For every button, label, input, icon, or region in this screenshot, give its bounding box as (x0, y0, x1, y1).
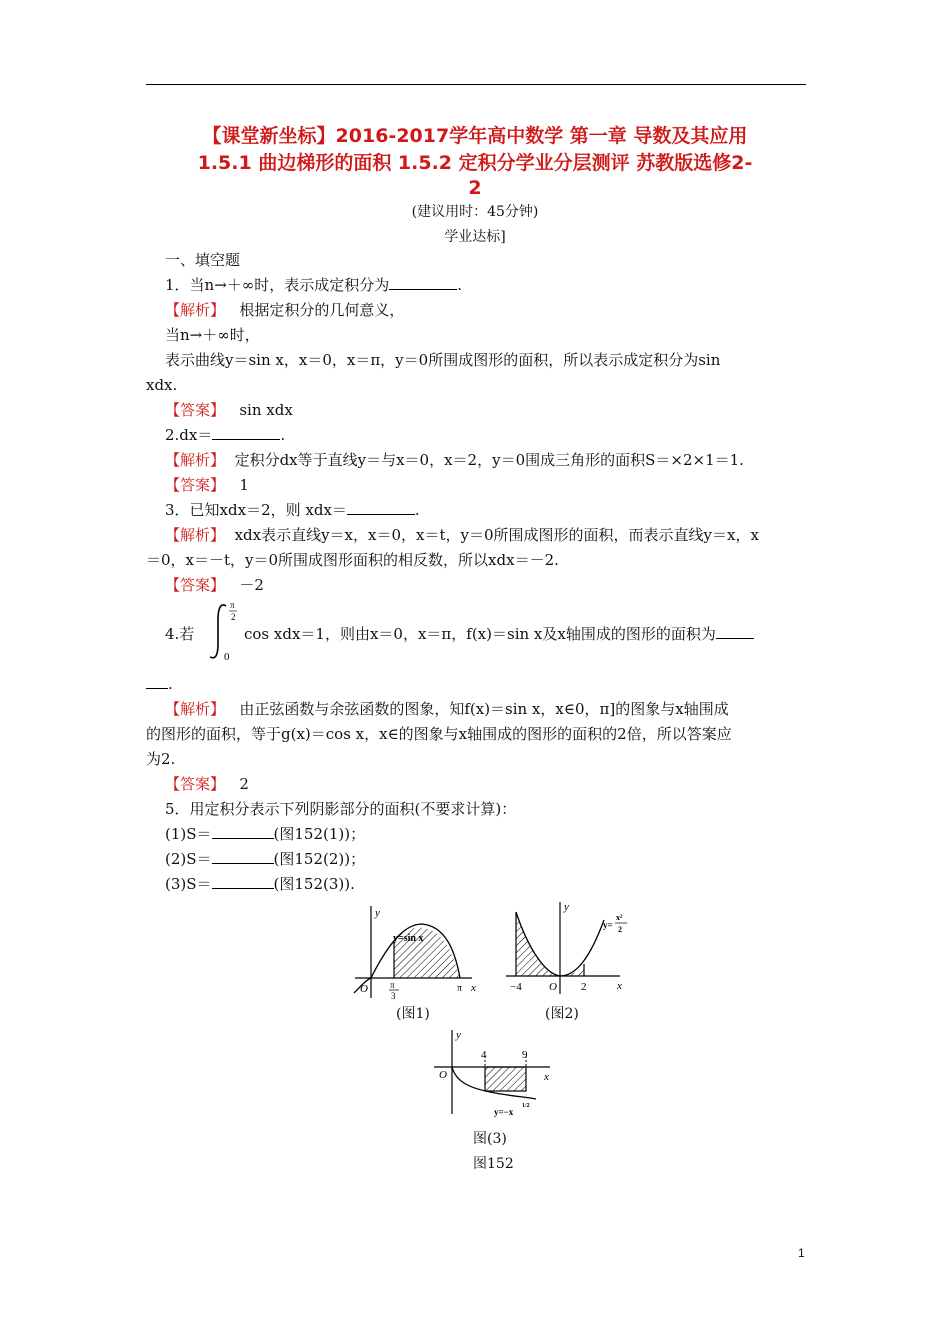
analysis-tag: 【解析】 (165, 451, 226, 469)
figure-1-caption: (图1) (396, 1006, 430, 1022)
q5-part-3-ref: (图152(3)). (273, 875, 355, 893)
x-label: x (544, 1071, 549, 1083)
q3-question: 3．已知xdx＝2，则 xdx＝ . (165, 501, 420, 519)
origin-label: O (549, 981, 557, 993)
q4-analysis (165, 699, 729, 719)
tick-9: 9 (522, 1049, 528, 1061)
curve-label-den: 2 (618, 925, 622, 934)
q4-question (244, 624, 754, 644)
doc-title-line-1: 【课堂新坐标】2016-2017学年高中数学 第一章 导数及其应用 (202, 125, 748, 147)
q2-answer (165, 475, 249, 495)
tick-2: 2 (581, 981, 587, 993)
q2-text: 2.dx＝ (165, 426, 213, 444)
q1-analysis-3: 表示曲线y＝sin x，x＝0，x＝π，y＝0所围成图形的面积，所以表示成定积分为sin (165, 351, 721, 369)
x-label: x (471, 982, 476, 994)
y-label: y (564, 901, 569, 913)
answer-blank (212, 427, 280, 440)
q4-analysis-2: 的图形的面积，等于g(x)＝cos x，x∈的图象与x轴围成的图形的面积的2倍，所以答案应 (146, 725, 732, 743)
tick-pi: π (457, 983, 463, 994)
figure-2-caption: (图2) (545, 1006, 579, 1022)
q2-analysis-text: 定积分dx等于直线y＝与x＝0，x＝2，y＝0围成三角形的面积S＝×2×1＝1. (234, 451, 744, 469)
answer-blank (146, 676, 168, 689)
origin-label: O (360, 983, 368, 995)
q3-answer (165, 575, 264, 595)
answer-blank (389, 277, 457, 290)
q5-part-1 (165, 824, 365, 844)
q5-part-1-label: (1)S＝ (165, 825, 212, 843)
level-label: 学业达标] (444, 229, 506, 245)
curve-label: y=−x (494, 1107, 514, 1117)
q1-analysis-2: 当n→＋∞时， (165, 326, 260, 344)
y-label: y (456, 1029, 461, 1041)
q3-answer-text: －2 (239, 576, 264, 594)
answer-tag: 【答案】 (165, 576, 226, 594)
curve-label-num: x² (616, 913, 623, 922)
q4-answer-text: 2 (239, 775, 249, 793)
answer-blank (347, 502, 415, 515)
answer-blank (212, 876, 274, 889)
q5-question: 5．用定积分表示下列阴影部分的面积(不要求计算)： (165, 800, 517, 818)
q3-text: 3．已知xdx＝2，则 xdx＝ (165, 501, 347, 519)
q5-part-3 (165, 874, 355, 894)
q4-answer (165, 774, 249, 794)
tick-minus-4: −4 (510, 981, 522, 993)
answer-tag: 【答案】 (165, 476, 226, 494)
q2-question: 2.dx＝ . (165, 426, 286, 444)
q1-text: 1．当n→＋∞时，表示成定积分为 (165, 276, 390, 294)
q1-answer (165, 400, 293, 420)
upper-limit-num: π (230, 600, 235, 610)
q3-analysis (165, 525, 759, 545)
q5-part-2 (165, 849, 365, 869)
answer-tag: 【答案】 (165, 401, 226, 419)
curve-label: y= (603, 920, 613, 930)
q1-question: 1．当n→＋∞时，表示成定积分为 . (165, 276, 463, 294)
figure-1 (350, 900, 480, 1000)
section-heading: 一、填空题 (165, 251, 241, 269)
figure-3 (430, 1026, 560, 1120)
upper-limit-den: 2 (231, 612, 236, 622)
q5-part-2-label: (2)S＝ (165, 850, 212, 868)
q5-part-2-ref: (图152(2))； (273, 850, 366, 868)
curve-label: y=sin x (393, 933, 424, 944)
answer-tag: 【答案】 (165, 775, 226, 793)
shaded-region-left (516, 912, 560, 976)
y-label: y (375, 907, 380, 919)
tick-pi-3-num: π (390, 980, 395, 990)
tick-pi-3-den: 3 (391, 991, 396, 1000)
q4-prefix: 4.若 (165, 625, 195, 643)
figure-3-caption: 图(3) (473, 1131, 507, 1147)
q1-analysis-4: xdx. (146, 376, 178, 394)
analysis-tag: 【解析】 (165, 700, 226, 718)
q5-part-3-label: (3)S＝ (165, 875, 212, 893)
q5-part-1-ref: (图152(1))； (273, 825, 366, 843)
shaded-region (485, 1067, 526, 1091)
q1-answer-text: sin xdx (239, 401, 293, 419)
q4-text: cos xdx＝1，则由x＝0，x＝π，f(x)＝sin x及x轴围成的图形的面积为 (244, 625, 716, 643)
analysis-tag: 【解析】 (165, 526, 226, 544)
analysis-tag: 【解析】 (165, 301, 226, 319)
answer-blank (212, 851, 274, 864)
origin-label: O (439, 1069, 447, 1081)
time-hint: (建议用时：45分钟) (411, 204, 539, 220)
q1-analysis-text: 根据定积分的几何意义， (239, 301, 405, 319)
integral-sign (204, 600, 246, 664)
q2-analysis (165, 450, 744, 470)
q3-analysis-2: ＝0，x＝－t，y＝0所围成图形面积的相反数，所以xdx＝－2. (146, 551, 559, 569)
page-number: 1 (798, 1246, 805, 1260)
header-rule (146, 84, 806, 85)
doc-title-line-2: 1.5.1 曲边梯形的面积 1.5.2 定积分学业分层测评 苏教版选修2- (197, 152, 753, 174)
figure-main-caption: 图152 (473, 1156, 514, 1172)
answer-blank (212, 826, 274, 839)
curve-label-exp: 1/2 (522, 1103, 530, 1109)
lower-limit: 0 (224, 651, 230, 663)
q4-analysis-3: 为2. (146, 750, 176, 768)
figure-2 (500, 898, 640, 996)
shaded-region-right (560, 964, 584, 976)
q2-answer-text: 1 (239, 476, 249, 494)
doc-title-line-3: 2 (468, 177, 482, 199)
q4-blank-continued: . (146, 674, 173, 694)
tick-4: 4 (481, 1049, 487, 1061)
q4-analysis-text: 由正弦函数与余弦函数的图象，知f(x)＝sin x，x∈0，π]的图象与x轴围成 (239, 700, 729, 718)
x-label: x (617, 980, 622, 992)
q1-analysis (165, 300, 404, 320)
q3-analysis-text: xdx表示直线y＝x，x＝0，x＝t，y＝0所围成图形的面积，而表示直线y＝x，x (234, 526, 759, 544)
integral-stroke (210, 605, 226, 658)
answer-blank (716, 626, 754, 639)
